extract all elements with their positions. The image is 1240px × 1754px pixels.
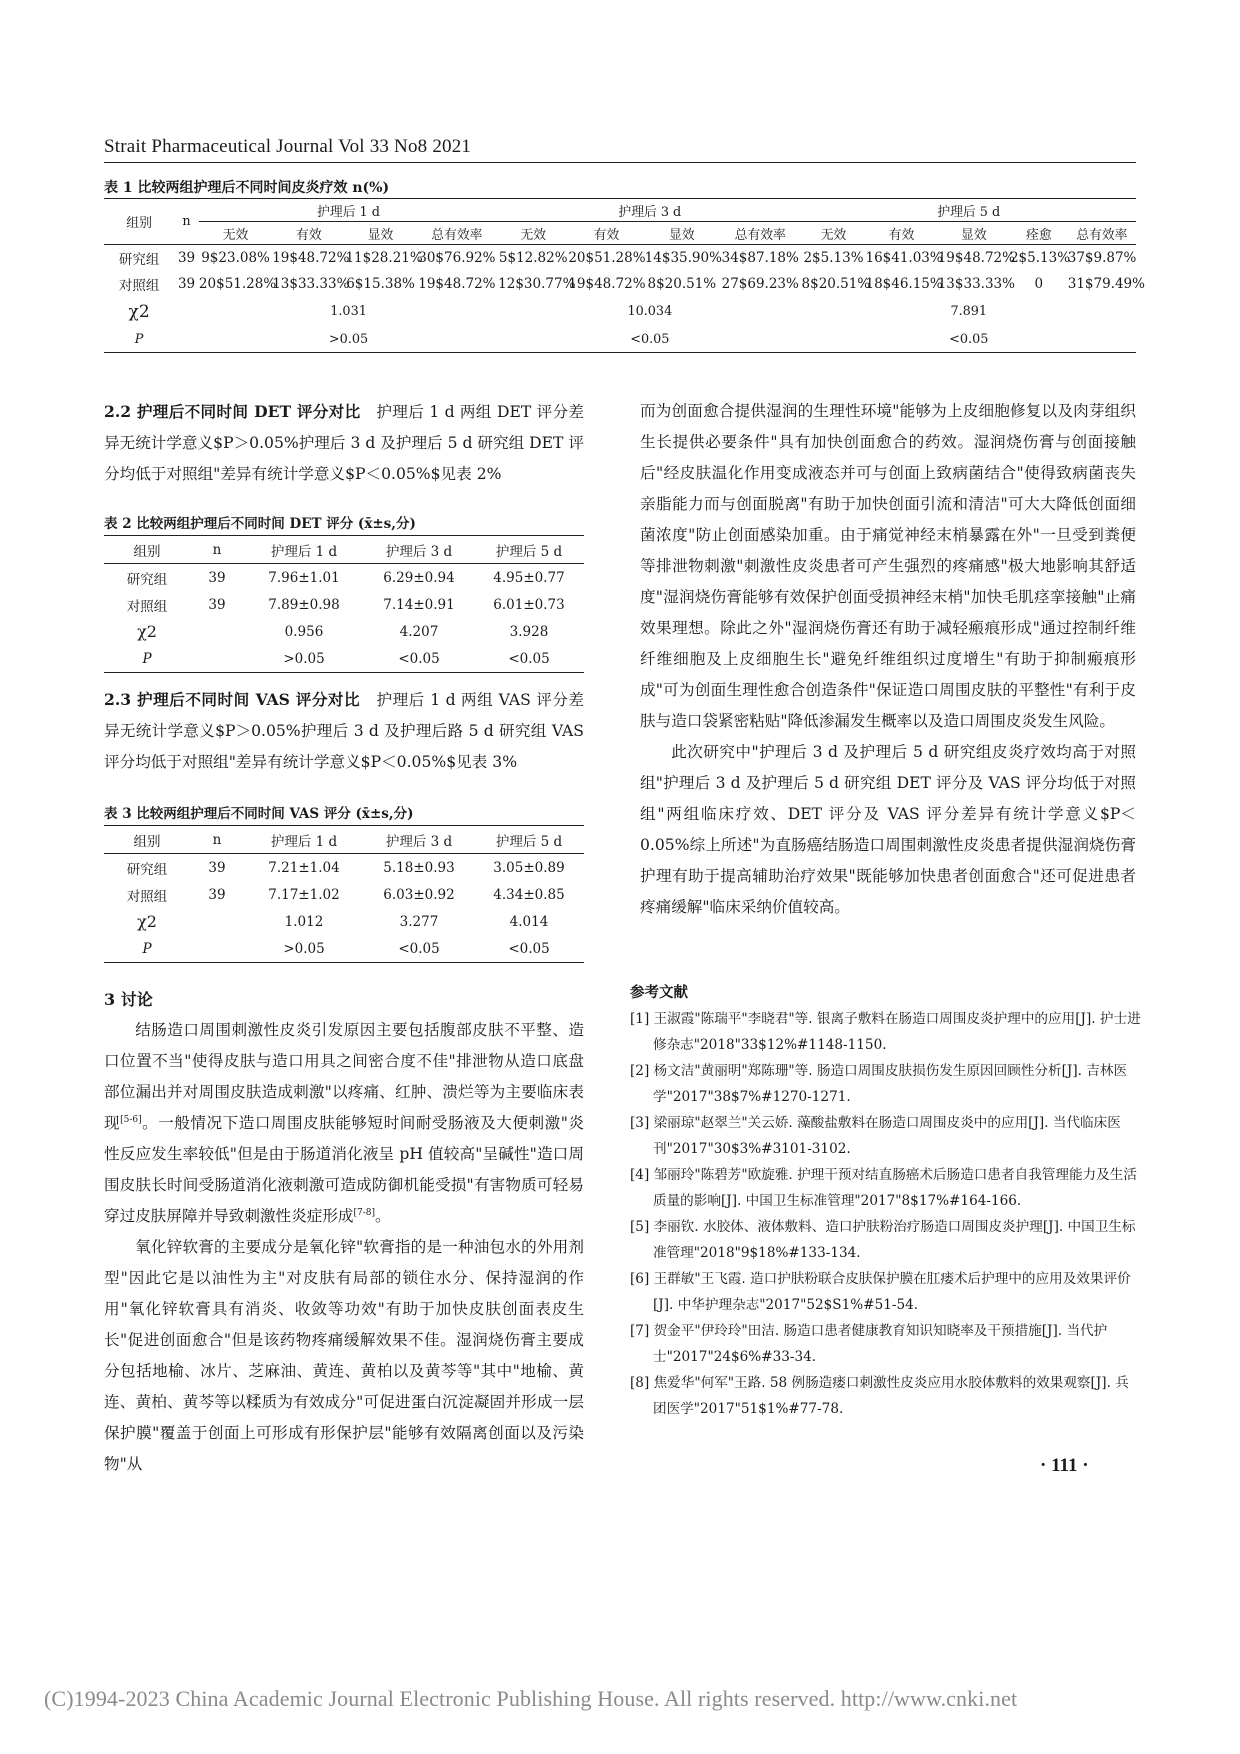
table3-header: 护理后 5 d — [495, 833, 563, 850]
table1-cell: 13$33.33% — [937, 275, 1015, 292]
table3-cell: 研究组 — [126, 861, 168, 878]
references — [630, 980, 1142, 1422]
references-heading: 参考文献 — [630, 984, 688, 1001]
table1-cell: 11$28.21% — [345, 249, 423, 266]
table3-cell: 7.17±1.02 — [268, 886, 340, 903]
table3-cell: 4.014 — [509, 913, 549, 930]
table2-cell: <0.05 — [398, 650, 440, 667]
page-number: · 111 · — [1040, 1455, 1089, 1476]
table2-cell: <0.05 — [508, 650, 550, 667]
table3-cell: 3.05±0.89 — [493, 859, 565, 876]
table1-cell: 9$23.08% — [201, 249, 270, 266]
copyright-notice: (C)1994-2023 China Academic Journal Electronic Publishing House. All rights reserved. http://www.cnki.net — [44, 1686, 1018, 1711]
table2-cell: >0.05 — [283, 650, 325, 667]
table1-p-value: <0.05 — [630, 331, 670, 347]
reference-item: [4] 邹丽玲"陈碧芳"欧旋雅. 护理干预对结直肠癌术后肠造口患者自我管理能力及生活质量的影响[J]. 中国卫生标准管理"2017"8$17%#164-166. — [630, 1167, 1137, 1209]
section-heading: 2.2 护理后不同时间 DET 评分对比 — [104, 402, 361, 421]
table1-cell: 5$12.82% — [498, 249, 568, 266]
table1-cell: 13$33.33% — [272, 275, 350, 292]
table1-subheader: 无效 — [222, 227, 249, 243]
table1-subheader: 显效 — [669, 227, 695, 243]
journal-header: Strait Pharmaceutical Journal Vol 33 No8 2021 — [104, 136, 472, 157]
table2-header: 护理后 5 d — [495, 543, 563, 560]
table1-cell: 19$48.72% — [568, 275, 646, 292]
table3-cell: 7.21±1.04 — [268, 859, 340, 876]
table3-row — [104, 908, 584, 935]
table2-cell — [190, 645, 244, 673]
table1-subheader: 总有效率 — [1076, 227, 1128, 243]
table1-cell: 34$87.18% — [721, 249, 799, 266]
table1-subheader: 显效 — [367, 227, 394, 243]
table1-subheader: 无效 — [520, 227, 547, 243]
discussion-paragraph-2: 氧化锌软膏的主要成分是氧化锌"软膏指的是一种油包水的外用剂型"因此它是以油性为主"对皮肤有局部的锁住水分、保持湿润的作用"氧化锌软膏具有消炎、收敛等功效"有助于加快皮肤创面表皮生长"促进创面愈合"但是该药物疼痛缓解效果不佳。湿润烧伤膏主要成分包括地榆、冰片、芝麻油、黄连、黄柏以及黄芩等"其中"地榆、黄连、黄柏、黄芩等以糅质为有效成分"可促进蛋白沉淀凝固并形成一层保护膜"覆盖于创面上可形成有形保护层"能够有效隔离创面以及污染物"从 — [104, 1238, 584, 1473]
table3-cell: 1.012 — [284, 913, 324, 930]
table1-subheader: 有效 — [888, 227, 915, 243]
table2-header: n — [212, 541, 222, 558]
table1-cell: 研究组 — [118, 251, 160, 268]
paragraph-text: 结肠造口周围刺激性皮炎引发原因主要包括腹部皮肤不平整、造口位置不当"使得皮肤与造口用具之间密合度不佳"排泄物从造口底盘部位漏出并对周围皮肤造成刺激"以疼痛、红肿、溃烂等为主要临床表现 — [104, 1021, 584, 1132]
table2-cell: 7.14±0.91 — [383, 596, 455, 613]
table3-cell: 39 — [208, 886, 226, 903]
table1-chi-label: χ2 — [128, 301, 150, 322]
reference-item: [1] 王淑霞"陈瑞平"李晓君"等. 银离子敷料在肠造口周围皮炎护理中的应用[J]. 护士进修杂志"2018"33$12%#1148-1150. — [630, 1011, 1141, 1053]
table2-header: 组别 — [133, 543, 161, 560]
table1-cell: 18$46.15% — [865, 275, 943, 292]
table3-cell: <0.05 — [508, 940, 550, 957]
table3-header: 护理后 1 d — [270, 833, 338, 850]
table1-chi-value: 10.034 — [627, 304, 673, 319]
paragraph-text: 护理后 1 d 两组 VAS 评分差异无统计学意义$P＞0.05%护理后 3 d 及护理后路 5 d 研究组 VAS 评分均低于对照组"差异有统计学意义$P＜0.05%$见表 3% — [104, 691, 584, 771]
reference-item: [8] 焦爱华"何军"王路. 58 例肠造瘘口刺激性皮炎应用水胶体敷料的效果观察[J]. 兵团医学"2017"51$1%#77-78. — [630, 1375, 1129, 1417]
section-2-2 — [104, 396, 584, 490]
table1-cell: 6$15.38% — [346, 275, 415, 292]
table1-cell: 19$48.72% — [937, 249, 1015, 266]
table1-p-value: <0.05 — [949, 331, 989, 347]
table2-row — [104, 564, 584, 592]
section-3-heading: 3 讨论 — [104, 990, 153, 1009]
table2-cell: 研究组 — [126, 571, 168, 588]
table3-cell: 3.277 — [399, 913, 439, 930]
table3-cell — [190, 908, 244, 935]
table1-cell: 0 — [1034, 275, 1044, 292]
table2-header: 护理后 1 d — [270, 543, 338, 560]
table1-header-group: 组别 — [104, 199, 174, 245]
table1-caption: 表 1 比较两组护理后不同时间皮炎疗效 n(%) — [104, 180, 390, 196]
section-heading: 2.3 护理后不同时间 VAS 评分对比 — [104, 690, 361, 709]
discussion-paragraph-1 — [104, 1015, 584, 1232]
paragraph-text: 。 — [375, 1207, 391, 1225]
left-column-3 — [104, 984, 584, 1480]
table1-cell: 31$79.49% — [1067, 275, 1145, 292]
table3-cell: χ2 — [137, 912, 157, 931]
table1-subheader: 痊愈 — [1026, 227, 1052, 243]
table2-caption: 表 2 比较两组护理后不同时间 DET 评分 (x̄±s,分) — [104, 516, 416, 532]
table2-cell: 6.29±0.94 — [383, 569, 455, 586]
table1-header-n: n — [174, 199, 199, 245]
table3-header: 组别 — [133, 833, 161, 850]
table2-cell: 4.207 — [399, 623, 439, 640]
header-rule — [104, 162, 1136, 163]
table3-cell: 39 — [208, 859, 226, 876]
table2-cell: 39 — [208, 569, 226, 586]
table2-row — [104, 645, 584, 673]
left-column-2 — [104, 684, 584, 778]
table1-subheader: 有效 — [593, 227, 620, 243]
table2-cell: 39 — [208, 596, 226, 613]
paragraph-text: 。一般情况下造口周围皮肤能够短时间耐受肠液及大便刺激"炎性反应发生率较低"但是由于肠道消化液呈 pH 值较高"呈碱性"造口周围皮肤长时间受肠道消化液刺激可造成防御机能受损"有害物质可轻易穿过皮肤屏障并导致刺激性炎症形成 — [104, 1114, 584, 1225]
table2-cell — [190, 618, 244, 645]
table1-cell: 2$5.13% — [1009, 249, 1071, 266]
table2-row — [104, 618, 584, 645]
table1-chi-value: 7.891 — [950, 304, 988, 319]
table1-chi-value: 1.031 — [330, 304, 367, 319]
table2-cell: 7.96±1.01 — [268, 569, 340, 586]
table3-cell: >0.05 — [283, 940, 325, 957]
table1-cell: 39 — [177, 249, 196, 266]
reference-item: [5] 李丽钦. 水胶体、液体敷料、造口护肤粉治疗肠造口周围皮炎护理[J]. 中国卫生标准管理"2018"9$18%#133-134. — [630, 1219, 1136, 1261]
table3-row — [104, 881, 584, 908]
table1-cell: 30$76.92% — [418, 249, 496, 266]
table3-header: 护理后 3 d — [385, 833, 453, 850]
reference-item: [2] 杨文洁"黄丽明"郑陈珊"等. 肠造口周围皮肤损伤发生原因回顾性分析[J]. 吉林医学"2017"38$7%#1270-1271. — [630, 1063, 1128, 1105]
table2-cell: 7.89±0.98 — [268, 596, 340, 613]
table1-cell: 16$41.03% — [865, 249, 943, 266]
table1-subheader: 无效 — [820, 227, 847, 243]
table2-cell: χ2 — [137, 622, 157, 641]
table3-caption: 表 3 比较两组护理后不同时间 VAS 评分 (x̄±s,分) — [104, 806, 414, 822]
table2-cell: 对照组 — [126, 598, 168, 615]
reference-item: [6] 王群敏"王飞霞. 造口护肤粉联合皮肤保护膜在肛瘘术后护理中的应用及效果评价[J]. 中华护理杂志"2017"52$S1%#51-54. — [630, 1271, 1131, 1313]
reference-item: [3] 梁丽琼"赵翠兰"关云娇. 藻酸盐敷料在肠造口周围皮炎中的应用[J]. 当代临床医刊"2017"30$3%#3101-3102. — [630, 1115, 1121, 1157]
table3-cell: 5.18±0.93 — [383, 859, 455, 876]
table1-cell: 37$9.87% — [1067, 249, 1137, 266]
table2-header: 护理后 3 d — [385, 543, 453, 560]
table1-cell: 19$48.72% — [418, 275, 496, 292]
table1-row — [104, 245, 1136, 271]
table1-cell: 19$48.72% — [272, 249, 350, 266]
table3-row — [104, 854, 584, 882]
right-column — [640, 396, 1136, 923]
table1-cell: 20$51.28% — [568, 249, 646, 266]
table1-p-row — [104, 327, 1136, 353]
table3-cell: P — [142, 940, 152, 957]
table2-cell: 4.95±0.77 — [493, 569, 565, 586]
table2 — [104, 535, 584, 673]
table1-cell: 8$20.51% — [801, 275, 871, 292]
table1-p-value: >0.05 — [328, 331, 369, 347]
table3-cell: <0.05 — [398, 940, 440, 957]
table1-subheader: 总有效率 — [431, 227, 483, 243]
table3-row — [104, 935, 584, 963]
table1-header-period: 护理后 5 d — [802, 199, 1136, 222]
table3-header: n — [212, 831, 222, 848]
table1-cell: 12$30.77% — [498, 275, 576, 292]
table1-subheader: 总有效率 — [734, 227, 786, 243]
table1-cell: 20$51.28% — [198, 275, 277, 292]
table2-cell: P — [142, 650, 152, 667]
table1-cell: 27$69.23% — [721, 275, 799, 292]
left-column — [104, 396, 584, 490]
reference-item: [7] 贺金平"伊玲玲"田洁. 肠造口患者健康教育知识知晓率及干预措施[J]. 当代护士"2017"24$6%#33-34. — [630, 1323, 1108, 1365]
table2-row — [104, 591, 584, 618]
table1 — [104, 198, 1145, 353]
table1-cell: 8$20.51% — [647, 275, 717, 292]
table3 — [104, 825, 584, 963]
table1-p-label: P — [134, 331, 144, 347]
table1-header-period: 护理后 3 d — [498, 199, 801, 222]
table1-cell: 39 — [177, 275, 196, 292]
table1-header-period: 护理后 1 d — [199, 199, 498, 222]
table3-cell — [190, 935, 244, 963]
paragraph-text: 护理后 1 d 两组 DET 评分差异无统计学意义$P＞0.05%护理后 3 d 及护理后 5 d 研究组 DET 评分均低于对照组"差异有统计学意义$P＜0.05%$见表 2% — [104, 403, 584, 483]
discussion-paragraph-3: 而为创面愈合提供湿润的生理性环境"能够为上皮细胞修复以及肉芽组织生长提供必要条件"具有加快创面愈合的药效。湿润烧伤膏与创面接触后"经皮肤温化作用变成液态并可与创面上致病菌结合"使得致病菌丧失亲脂能力而与创面脱离"有助于加快创面引流和清洁"可大大降低创面细菌浓度"防止创面感染加重。由于痛觉神经末梢暴露在外"一旦受到粪便等排泄物刺激"刺激性皮炎患者可产生强烈的疼痛感"极大地影响其舒适度"湿润烧伤膏能够有效保护创面受损神经末梢"加快毛肌痉挛接触"止痛效果理想。除此之外"湿润烧伤膏还有助于减轻瘢痕形成"通过控制纤维纤维细胞及上皮细胞生长"避免纤维组织过度增生"有助于抑制瘢痕形成"可为创面生理性愈合创造条件"保证造口周围皮肤的平整性"有利于皮肤与造口袋紧密粘贴"降低渗漏发生概率以及造口周围皮炎发生风险。 — [640, 402, 1136, 730]
table1-cell: 对照组 — [118, 277, 160, 294]
table2-cell: 3.928 — [509, 623, 549, 640]
discussion-paragraph-4: 此次研究中"护理后 3 d 及护理后 5 d 研究组皮炎疗效均高于对照组"护理后 3 d 及护理后 5 d 研究组 DET 评分及 VAS 评分均低于对照组"两组临床疗效、DET 评分及 VAS 评分差异有统计学意义$P＜0.05%综上所述"为直肠癌结肠造口周围刺激性皮炎患者提供湿润烧伤膏护理有助于提高辅助治疗效果"既能够加快患者创面愈合"还可促进患者疼痛缓解"临床采纳价值较高。 — [640, 743, 1136, 916]
table1-chi-row — [104, 297, 1136, 327]
section-2-3 — [104, 684, 584, 778]
citation: [7-8] — [353, 1207, 376, 1218]
table2-cell: 0.956 — [284, 623, 324, 640]
table1-subheader: 有效 — [296, 227, 322, 243]
citation: [5-6] — [120, 1114, 142, 1125]
table2-cell: 6.01±0.73 — [493, 596, 565, 613]
table1-row — [104, 271, 1136, 297]
table1-cell: 14$35.90% — [644, 249, 722, 266]
table3-cell: 6.03±0.92 — [383, 886, 455, 903]
table1-subheader: 显效 — [961, 227, 987, 243]
table3-cell: 4.34±0.85 — [493, 886, 565, 903]
table3-cell: 对照组 — [126, 888, 168, 905]
table1-cell: 2$5.13% — [803, 249, 864, 266]
